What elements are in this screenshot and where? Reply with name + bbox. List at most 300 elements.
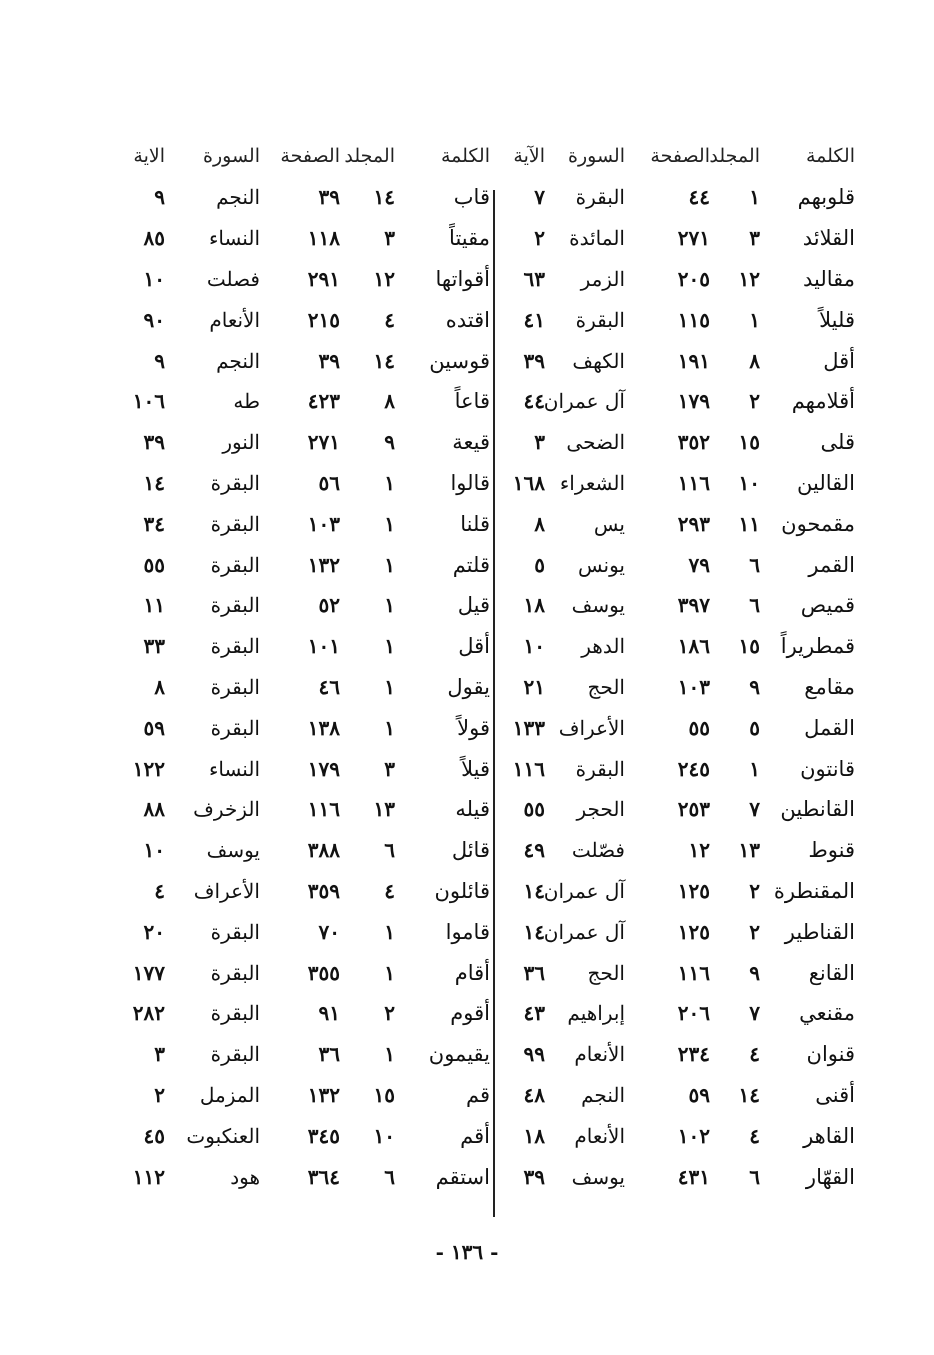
entry-word: قيله	[455, 797, 490, 822]
entry-page: ١٢٥	[677, 878, 710, 903]
entry-verse: ٣٩	[143, 430, 165, 455]
entry-verse: ٤	[154, 878, 165, 903]
entry-page: ٥٩	[688, 1082, 710, 1107]
entry-volume: ٦	[749, 593, 760, 618]
entry-page: ١٣٨	[307, 715, 340, 740]
entry-surah: يس	[593, 511, 625, 536]
header-surah: السورة	[568, 145, 625, 167]
header-volume: المجلد	[709, 145, 760, 167]
entry-word: مقنعي	[799, 1001, 855, 1026]
index-table-left	[95, 135, 490, 1197]
entry-volume: ١	[384, 511, 395, 536]
entry-volume: ٣	[749, 226, 760, 251]
table-row	[95, 626, 490, 667]
entry-volume: ٨	[384, 389, 395, 414]
entry-volume: ١٣	[373, 797, 395, 822]
entry-volume: ١	[384, 634, 395, 659]
entry-volume: ٥	[749, 715, 760, 740]
entry-surah: المائدة	[569, 226, 625, 251]
entry-page: ٢٩٣	[677, 511, 710, 536]
entry-word: قائل	[451, 838, 490, 863]
entry-word: قاب	[453, 185, 490, 210]
entry-verse: ١٤	[143, 470, 165, 495]
table-row	[95, 299, 490, 340]
index-column-right	[495, 135, 855, 1197]
entry-volume: ٦	[384, 1164, 395, 1189]
entry-page: ١١٦	[677, 470, 710, 495]
entry-volume: ١٥	[738, 430, 760, 455]
entry-word: القهّار	[805, 1164, 855, 1189]
entry-volume: ١٣	[738, 838, 760, 863]
entry-surah: الزخرف	[193, 797, 260, 822]
entry-page: ١٠٢	[677, 1123, 710, 1148]
entry-word: قيعة	[452, 430, 490, 455]
entry-page: ٥٥	[688, 715, 710, 740]
entry-surah: الشعراء	[559, 470, 625, 495]
entry-word: قمطريراً	[780, 634, 855, 659]
entry-surah: النور	[222, 430, 260, 455]
entry-surah: النساء	[208, 226, 260, 251]
entry-volume: ٨	[749, 348, 760, 373]
entry-word: القانع	[808, 960, 855, 985]
entry-word: قلنا	[460, 511, 490, 536]
index-table-right	[495, 135, 855, 1197]
table-row	[495, 707, 855, 748]
entry-volume: ١٢	[738, 266, 760, 291]
header-word: الكلمة	[805, 145, 855, 167]
entry-page: ٢٥٣	[677, 797, 710, 822]
entry-word: المقنطرة	[773, 878, 855, 903]
entry-page: ٣٩٧	[677, 593, 710, 618]
table-row	[495, 585, 855, 626]
entry-volume: ١٠	[738, 470, 760, 495]
entry-volume: ٩	[749, 960, 760, 985]
entry-word: أقل	[823, 348, 855, 373]
entry-verse: ٨٥	[143, 226, 165, 251]
entry-word: أقلامهم	[791, 389, 855, 414]
entry-volume: ١٥	[738, 634, 760, 659]
entry-page: ٥٦	[318, 470, 340, 495]
entry-volume: ٦	[749, 552, 760, 577]
entry-verse: ٩	[154, 348, 165, 373]
entry-verse: ٧	[534, 185, 545, 210]
entry-word: أقوم	[450, 1001, 490, 1026]
entry-word: أقم	[460, 1123, 490, 1148]
entry-page: ٣٤٥	[307, 1123, 340, 1148]
entry-page: ٣٦	[318, 1042, 340, 1067]
entry-verse: ٩٩	[523, 1042, 545, 1067]
entry-surah: البقرة	[210, 593, 260, 618]
entry-word: أقواتها	[435, 266, 490, 291]
table-body-right	[495, 177, 855, 1197]
entry-volume: ١	[384, 1042, 395, 1067]
entry-verse: ٤٨	[523, 1082, 545, 1107]
entry-verse: ٩	[154, 185, 165, 210]
table-row	[495, 667, 855, 708]
entry-verse: ٣٣	[143, 634, 165, 659]
entry-surah: النجم	[216, 348, 260, 373]
entry-surah: البقرة	[575, 185, 625, 210]
table-row	[95, 218, 490, 259]
entry-verse: ٤٤	[523, 389, 545, 414]
entry-page: ١١٦	[677, 960, 710, 985]
entry-word: اقتده	[445, 307, 490, 332]
entry-page: ١١٥	[677, 307, 710, 332]
entry-surah: يوسف	[206, 838, 260, 863]
table-row	[95, 503, 490, 544]
entry-surah: يونس	[578, 552, 625, 577]
entry-surah: البقرة	[210, 634, 260, 659]
entry-verse: ١٠	[143, 266, 165, 291]
table-row	[495, 1115, 855, 1156]
entry-surah: الأعراف	[193, 878, 260, 903]
entry-word: قم	[465, 1082, 490, 1107]
entry-verse: ١٢٢	[132, 756, 165, 781]
table-row	[495, 422, 855, 463]
entry-page: ١٠١	[307, 634, 340, 659]
entry-page: ٢١٥	[307, 307, 340, 332]
entry-page: ١٣٢	[307, 1082, 340, 1107]
entry-page: ٣٩	[318, 185, 340, 210]
entry-page: ٤٤	[688, 185, 710, 210]
entry-word: أقنى	[815, 1082, 855, 1107]
entry-word: قيلاً	[461, 756, 490, 781]
table-row	[495, 463, 855, 504]
entry-volume: ٩	[384, 430, 395, 455]
table-row	[495, 381, 855, 422]
table-row	[495, 748, 855, 789]
entry-verse: ٢	[154, 1082, 165, 1107]
entry-volume: ١	[749, 307, 760, 332]
entry-surah: البقرة	[210, 674, 260, 699]
entry-volume: ١	[384, 552, 395, 577]
entry-verse: ١٤	[523, 919, 545, 944]
entry-page: ٧٩	[688, 552, 710, 577]
table-row	[495, 952, 855, 993]
entry-word: يقول	[447, 674, 490, 699]
entry-volume: ٧	[749, 1001, 760, 1026]
entry-page: ٩١	[318, 1001, 340, 1026]
entry-word: القلائد	[802, 226, 855, 251]
entry-verse: ٢٠	[143, 919, 165, 944]
entry-surah: البقرة	[210, 960, 260, 985]
entry-page: ١٢	[688, 838, 710, 863]
entry-page: ٢٧١	[677, 226, 710, 251]
entry-page: ١١٦	[307, 797, 340, 822]
table-row	[95, 463, 490, 504]
entry-volume: ٤	[384, 307, 395, 332]
entry-volume: ٣	[384, 756, 395, 781]
entry-verse: ١٠٦	[132, 389, 165, 414]
entry-word: مقمحون	[781, 511, 855, 536]
table-row	[495, 911, 855, 952]
entry-word: القاهر	[803, 1123, 855, 1148]
entry-word: استقم	[435, 1164, 490, 1189]
table-row	[95, 340, 490, 381]
entry-verse: ١١٢	[132, 1164, 165, 1189]
entry-page: ٢٠٦	[677, 1001, 710, 1026]
entry-page: ١٣٢	[307, 552, 340, 577]
entry-verse: ١٣٣	[512, 715, 545, 740]
entry-word: قلوبهم	[797, 185, 855, 210]
entry-word: قنوان	[806, 1042, 855, 1067]
entry-page: ٧٠	[318, 919, 340, 944]
table-row	[95, 952, 490, 993]
entry-surah: الزمر	[580, 266, 625, 291]
entry-page: ٣٥٩	[307, 878, 340, 903]
entry-surah: الأنعام	[574, 1123, 625, 1148]
entry-verse: ٣٩	[523, 1164, 545, 1189]
table-row	[95, 381, 490, 422]
header-page: الصفحة	[280, 145, 340, 167]
entry-verse: ٢	[534, 226, 545, 251]
table-row	[95, 911, 490, 952]
header-page: الصفحة	[650, 145, 710, 167]
entry-verse: ٣	[154, 1042, 165, 1067]
entry-verse: ٨	[154, 674, 165, 699]
table-row	[495, 789, 855, 830]
header-surah: السورة	[203, 145, 260, 167]
entry-page: ١١٨	[307, 226, 340, 251]
table-row	[95, 585, 490, 626]
entry-page: ١٢٥	[677, 919, 710, 944]
entry-surah: الدهر	[581, 634, 625, 659]
table-row	[495, 218, 855, 259]
entry-volume: ١٤	[373, 348, 395, 373]
entry-volume: ٦	[384, 838, 395, 863]
entry-volume: ١	[749, 756, 760, 781]
table-row	[495, 299, 855, 340]
entry-surah: البقرة	[210, 1001, 260, 1026]
table-row	[495, 1034, 855, 1075]
entry-surah: الضحى	[566, 430, 625, 455]
entry-surah: الحج	[587, 674, 625, 699]
entry-volume: ١	[749, 185, 760, 210]
entry-word: قانتون	[800, 756, 855, 781]
entry-volume: ١	[384, 674, 395, 699]
entry-word: قليلاً	[819, 307, 855, 332]
entry-volume: ٢	[749, 878, 760, 903]
table-row	[95, 1156, 490, 1197]
entry-surah: النجم	[216, 185, 260, 210]
entry-verse: ٢٨٢	[132, 1001, 165, 1026]
entry-page: ٤٣١	[677, 1164, 710, 1189]
page-number: - ١٣٦ -	[435, 1240, 499, 1264]
table-row	[495, 830, 855, 871]
entry-verse: ١٦٨	[512, 470, 545, 495]
entry-verse: ٣٦	[523, 960, 545, 985]
entry-verse: ١٤	[523, 878, 545, 903]
entry-page: ١٩١	[677, 348, 710, 373]
entry-surah: البقرة	[210, 715, 260, 740]
entry-surah: طه	[233, 389, 260, 414]
entry-volume: ١٥	[373, 1082, 395, 1107]
entry-page: ٢٧١	[307, 430, 340, 455]
entry-page: ٢٤٥	[677, 756, 710, 781]
table-header-row	[95, 135, 490, 177]
entry-surah: فصّلت	[571, 838, 625, 863]
entry-volume: ٣	[384, 226, 395, 251]
entry-verse: ١٠	[143, 838, 165, 863]
entry-page: ٤٢٣	[307, 389, 340, 414]
entry-word: قلتم	[452, 552, 490, 577]
entry-surah: آل عمران	[543, 919, 625, 944]
entry-surah: يوسف	[571, 1164, 625, 1189]
entry-page: ٢٠٥	[677, 266, 710, 291]
table-header-row	[495, 135, 855, 177]
entry-surah: الحجر	[576, 797, 625, 822]
entry-surah: العنكبوت	[186, 1123, 260, 1148]
entry-page: ٣٩	[318, 348, 340, 373]
table-row	[95, 871, 490, 912]
table-row	[495, 871, 855, 912]
entry-word: مقيتاً	[449, 226, 490, 251]
entry-word: يقيمون	[428, 1042, 490, 1067]
entry-page: ١٠٣	[677, 674, 710, 699]
table-row	[95, 748, 490, 789]
entry-surah: البقرة	[210, 470, 260, 495]
entry-surah: يوسف	[571, 593, 625, 618]
table-row	[95, 830, 490, 871]
header-word: الكلمة	[440, 145, 490, 167]
table-row	[495, 626, 855, 667]
entry-volume: ١	[384, 960, 395, 985]
entry-word: أقل	[458, 634, 490, 659]
entry-surah: المزمل	[199, 1082, 260, 1107]
entry-volume: ٤	[749, 1123, 760, 1148]
entry-word: القمر	[808, 552, 855, 577]
table-row	[495, 259, 855, 300]
entry-volume: ٢	[384, 1001, 395, 1026]
entry-verse: ٣	[534, 430, 545, 455]
entry-verse: ٤٥	[143, 1123, 165, 1148]
entry-verse: ٤٩	[523, 838, 545, 863]
entry-word: قوسين	[429, 348, 490, 373]
table-row	[95, 707, 490, 748]
table-row	[95, 544, 490, 585]
entry-word: قاموا	[445, 919, 490, 944]
table-row	[495, 340, 855, 381]
table-row	[95, 259, 490, 300]
entry-page: ١٨٦	[677, 634, 710, 659]
entry-page: ٥٢	[318, 593, 340, 618]
entry-verse: ٣٤	[143, 511, 165, 536]
entry-word: قيل	[457, 593, 490, 618]
column-divider	[493, 190, 495, 1217]
entry-verse: ٨	[534, 511, 545, 536]
entry-verse: ٣٩	[523, 348, 545, 373]
entry-volume: ٧	[749, 797, 760, 822]
entry-surah: آل عمران	[543, 878, 625, 903]
entry-surah: الكهف	[572, 348, 625, 373]
entry-verse: ١٨	[523, 1123, 545, 1148]
entry-verse: ٤٣	[523, 1001, 545, 1026]
entry-word: قالوا	[450, 470, 490, 495]
entry-surah: النساء	[208, 756, 260, 781]
table-row	[495, 993, 855, 1034]
table-row	[495, 177, 855, 218]
entry-surah: البقرة	[210, 552, 260, 577]
entry-volume: ٢	[749, 389, 760, 414]
entry-word: القالين	[797, 470, 855, 495]
entry-word: مقامع	[804, 674, 855, 699]
entry-volume: ٩	[749, 674, 760, 699]
entry-volume: ١٠	[373, 1123, 395, 1148]
entry-word: قولاً	[457, 715, 490, 740]
entry-surah: الأنعام	[574, 1042, 625, 1067]
entry-verse: ١٧٧	[132, 960, 165, 985]
entry-volume: ١٢	[373, 266, 395, 291]
entry-volume: ٦	[749, 1164, 760, 1189]
entry-surah: إبراهيم	[567, 1001, 625, 1026]
entry-verse: ٥٩	[143, 715, 165, 740]
entry-word: القمل	[804, 715, 855, 740]
entry-volume: ١١	[738, 511, 760, 536]
entry-page: ٢٩١	[307, 266, 340, 291]
entry-page: ٣٦٤	[307, 1164, 340, 1189]
entry-word: القانطين	[780, 797, 855, 822]
table-row	[495, 544, 855, 585]
entry-volume: ٤	[749, 1042, 760, 1067]
entry-verse: ٥٥	[523, 797, 545, 822]
table-row	[495, 1075, 855, 1116]
entry-word: قلى	[820, 430, 855, 455]
entry-surah: البقرة	[210, 511, 260, 536]
entry-page: ٢٣٤	[677, 1042, 710, 1067]
entry-verse: ١١٦	[512, 756, 545, 781]
table-row	[95, 789, 490, 830]
entry-verse: ٥٥	[143, 552, 165, 577]
entry-surah: الحج	[587, 960, 625, 985]
entry-word: مقاليد	[802, 266, 855, 291]
entry-verse: ١٠	[523, 634, 545, 659]
entry-surah: هود	[230, 1164, 260, 1189]
entry-volume: ١	[384, 470, 395, 495]
entry-page: ٣٨٨	[307, 838, 340, 863]
entry-surah: آل عمران	[543, 389, 625, 414]
entry-page: ١٧٩	[307, 756, 340, 781]
entry-verse: ٥	[534, 552, 545, 577]
entry-volume: ١٤	[738, 1082, 760, 1107]
index-column-left	[95, 135, 490, 1197]
entry-surah: الأنعام	[209, 307, 260, 332]
table-row	[95, 993, 490, 1034]
entry-volume: ١	[384, 715, 395, 740]
entry-volume: ٤	[384, 878, 395, 903]
entry-page: ١٧٩	[677, 389, 710, 414]
entry-word: قميص	[800, 593, 855, 618]
table-row	[95, 1075, 490, 1116]
table-body-left	[95, 177, 490, 1197]
entry-verse: ٦٣	[523, 266, 545, 291]
header-verse: الاية	[133, 145, 165, 167]
entry-volume: ١٤	[373, 185, 395, 210]
entry-verse: ١٨	[523, 593, 545, 618]
entry-word: قنوط	[808, 838, 855, 863]
entry-page: ٣٥٢	[677, 430, 710, 455]
entry-surah: البقرة	[575, 307, 625, 332]
entry-surah: النجم	[581, 1082, 625, 1107]
entry-word: أقام	[454, 960, 490, 985]
table-row	[95, 177, 490, 218]
entry-verse: ١١	[143, 593, 165, 618]
entry-volume: ٢	[749, 919, 760, 944]
table-row	[495, 503, 855, 544]
entry-page: ٣٥٥	[307, 960, 340, 985]
table-row	[95, 1115, 490, 1156]
table-row	[495, 1156, 855, 1197]
header-verse: الآية	[513, 145, 545, 167]
